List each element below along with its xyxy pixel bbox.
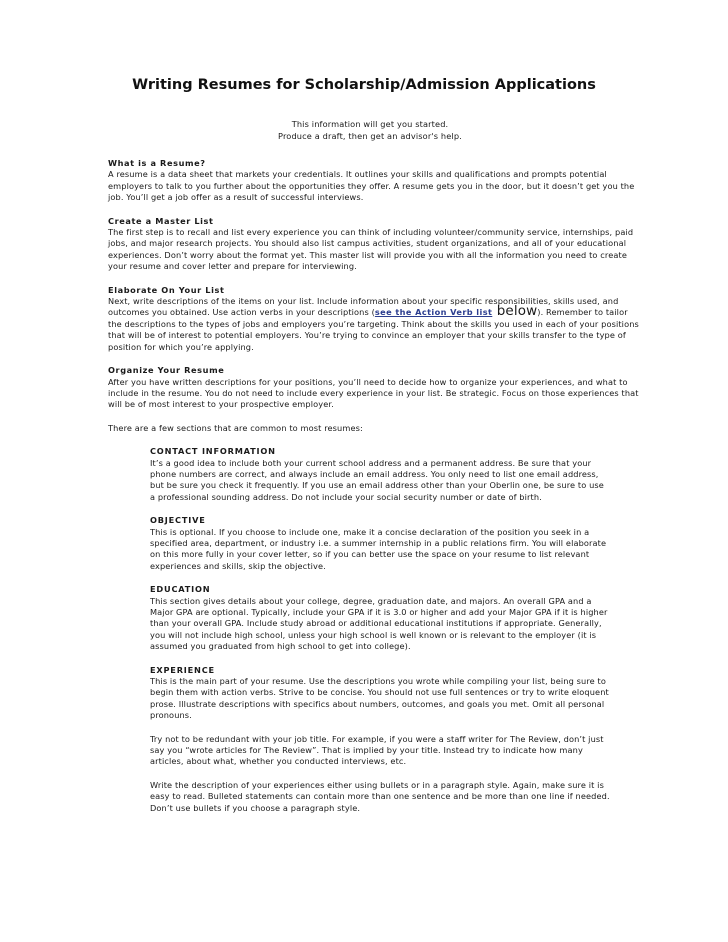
section-text: The first step is to recall and list every experience you can think of including volunteer/community service, internships, paid jobs, and major research projects. You should also list campus activities, student organizations, and all of your educational experiences. Don’t worry about the format yet. This master list will provide you with all the information you need to create your resume and cover letter and prepare for interviewing. (108, 227, 634, 272)
common-sections-intro: There are a few sections that are common to most resumes: (108, 422, 363, 433)
text-before-link: Next, write descriptions of the items on your list. Include information about your specific responsibilities, skills used, and outcomes you obtained. Use action verbs in your descriptions ( (108, 296, 619, 318)
subsection-experience (150, 665, 610, 814)
subsection-objective (150, 515, 610, 572)
section-elaborate (108, 285, 643, 353)
section-text: A resume is a data sheet that markets your credentials. It outlines your skills and qualifications and prompts potential employers to talk to you further about the opportunities they offer. A resume gets you in the door, but it doesn’t get you the job. You’ll get a job offer as a result of successful interviews. (108, 169, 635, 203)
section-organize (108, 365, 643, 411)
subsection-heading: CONTACT INFORMATION (150, 446, 276, 457)
text-after-link: ). Remember to tailor the descriptions to the types of jobs and employers you’re targeting. Think about the skills you used in each of your positions that will be of interest to potential employers. You’re trying to convince an employer that your skills transfer to the type of position for which you’re applying. (108, 307, 639, 352)
subsection-heading: EXPERIENCE (150, 664, 215, 675)
subsection-heading: EDUCATION (150, 584, 211, 595)
section-heading: Create a Master List (108, 215, 214, 226)
document-body (108, 158, 643, 826)
section-heading: Organize Your Resume (108, 365, 225, 376)
subsection-heading: OBJECTIVE (150, 515, 206, 526)
subsection-text: This is the main part of your resume. Use the descriptions you wrote while compiling your list, being sure to begin them with action verbs. Strive to be concise. You should not use full sentences or try to write eloquent prose. Illustrate descriptions with specifics about numbers, outcomes, and goals you met. Omit all personal pronouns. (150, 676, 609, 721)
section-master-list (108, 216, 643, 273)
section-text: After you have written descriptions for your positions, you’ll need to decide how to organize your experiences, and what to include in the resume. You do not need to include every experience in your list. Be strategic. Focus on those experiences that will be of most interest to your prospective employer. (108, 376, 639, 410)
subsection-text: It’s a good idea to include both your current school address and a permanent address. Be sure that your phone numbers are correct, and always include an email address. You only need to list one email address, but be sure you check it frequently. If you use an email address other than your Oberlin one, be sure to use a professional sounding address. Do not include your social security number or date of birth. (150, 457, 604, 502)
below-word: below (492, 303, 538, 320)
section-what-is-resume (108, 158, 643, 204)
section-heading: Elaborate On Your List (108, 284, 225, 295)
page-title: Writing Resumes for Scholarship/Admission Applications (132, 77, 596, 93)
action-verb-list-link[interactable]: see the Action Verb list (374, 307, 493, 318)
intro (0, 118, 728, 142)
subsection-text: This is optional. If you choose to include one, make it a concise declaration of the position you seek in a specified area, department, or industry i.e. a summer internship in a public relations firm. You will elaborate on this more fully in your cover letter, so if you can better use the space on your resume to list relevant experiences and skills, skip the objective. (150, 526, 607, 571)
section-heading: What is a Resume? (108, 158, 206, 168)
subsection-education (150, 584, 610, 652)
subsection-text: Write the description of your experiences either using bullets or in a paragraph style. Again, make sure it is easy to read. Bulleted statements can contain more than one sentence and be more than one line if needed. Don’t use bullets if you choose a paragraph style. (150, 779, 610, 813)
section-text (108, 296, 643, 353)
subsection-text: This section gives details about your college, degree, graduation date, and majors. An overall GPA and a Major GPA are optional. Typically, include your GPA if it is 3.0 or higher and add your Major GPA if it is higher than your overall GPA. Include study abroad or additional educational institutions if appropriate. Generally, you will not include high school, unless your high school is well known or is relevant to the employer (it is assumed you graduated from high school to get into college). (150, 595, 608, 652)
subsection-text: Try not to be redundant with your job title. For example, if you were a staff writer for The Review, don’t just say you “wrote articles for The Review”. That is implied by your title. Instead try to indicate how many articles, about what, whether you conducted interviews, etc. (150, 733, 604, 767)
intro-line-2: Produce a draft, then get an advisor's help. (278, 131, 462, 141)
subsection-contact (150, 446, 610, 503)
resume-sections-list (150, 446, 610, 814)
intro-line-1: This information will get you started. (291, 119, 449, 129)
